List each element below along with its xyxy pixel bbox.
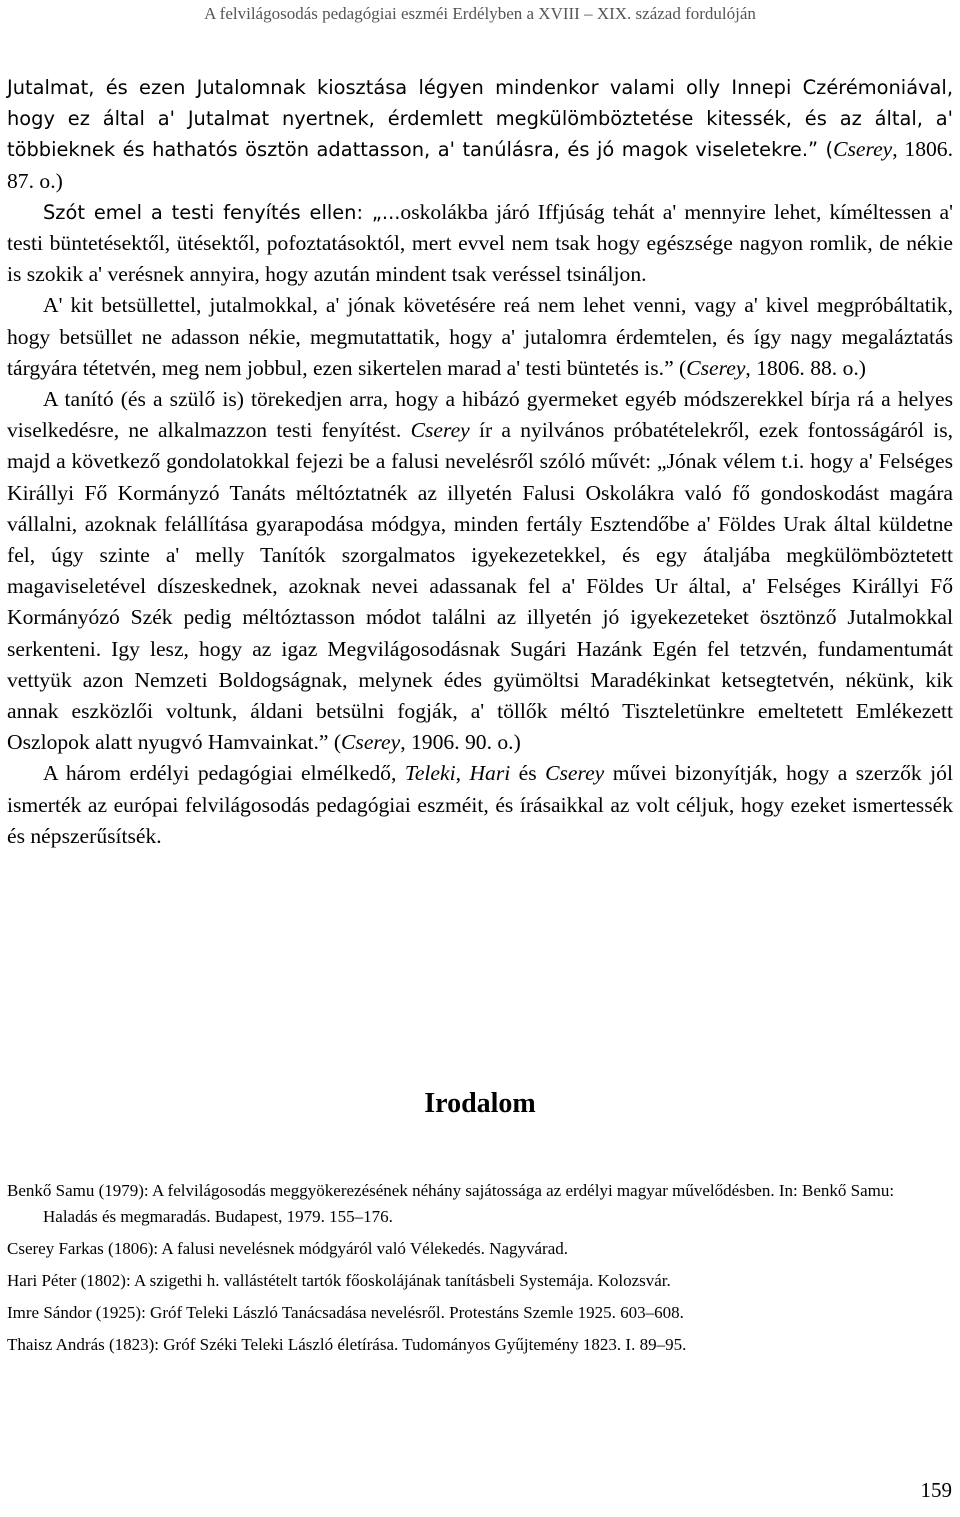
quote-text: Jutalmat, és ezen Jutalomnak kiosztása légyen mindenkor valami olly Innepi Czérémoniával, hogy ez által a' Jutalmat nyertnek, érdemlett megkülömböztetése kitessék, és az által, a' többieknek és hathatós ösztön adattasson, a' tanúlásra, és jó magok viseletekre.” ( xyxy=(7,76,953,162)
bibliography-list xyxy=(7,1178,953,1364)
bibliography-entry: Cserey Farkas (1806): A falusi nevelésnek módgyáról való Vélekedés. Nagyvárad. xyxy=(7,1239,568,1258)
bibliography-entry: Imre Sándor (1925): Gróf Teleki László Tanácsadása nevelésről. Protestáns Szemle 1925. 603–608. xyxy=(7,1303,684,1322)
quote-text: A' kit betsüllettel, jutalmokkal, a' jónak követésére reá nem lehet venni, vagy a' kivel megpróbáltatik, hogy betsüllet ne adasson nékie, megmutattatik, hogy a' jutalomra érdemtelen, és így nagy megaláztatás tárgyára tétetvén, meg nem jobbul, ezen sikertelen marad a' testi büntetés is.” ( xyxy=(7,293,953,380)
running-head: A felvilágosodás pedagógiai eszméi Erdélyben a XVIII – XIX. század fordulóján xyxy=(204,4,756,23)
body-text xyxy=(7,72,953,852)
paragraph-text: ír a nyilvános próbatételekről, ezek fontosságáról is, majd a következő gondolatokkal fejezi be a falusi nevelésről szóló művét: „Jónak vélem t.i. hogy a' Felséges Királlyi Fő Kormányzó Tanáts méltóztatnék az illyetén Falusi Oskolákra való fő gondoskodást magára vállalni, azoknak felállítása gyarapodása módgya, minden fertály Esztendőbe a' Földes Urak által küldetne fel, úgy szinte a' melly Tanítók szorgalmatos igyekezetekkel, és egy átaljába megkülömböztetett magaviseletével díszeskednek, azoknak nevei adassanak fel a' Földes Ur által, a' Felséges Királlyi Fő Kormányózó Szék pedig méltóztasson módot találni az illyetén jó igyekezeteket ösztönző Jutalmokkal serkenteni. Igy lesz, hogy az igaz Megvilágosodásnak Sugári Hazánk Egén fel tetzvén, fundamentumát vettyük azon Nemzeti Boldogságnak, melynek édes gyümöltsi Maradékinkat ketsegtetvén, nékünk, kik annak eszközlői voltunk, áldani betsülni fogják, a' töllők méltó Tiszteletünkre emeltetett Emlékezett Oszlopok alatt nyugvó Hamvainkat.” ( xyxy=(7,418,954,755)
citation-author: Cserey xyxy=(341,730,401,755)
citation-rest: , 1806. 87. o.) xyxy=(7,137,954,193)
citation-author: Cserey xyxy=(833,137,893,162)
citation-author: Cserey xyxy=(686,355,746,380)
paragraph-1 xyxy=(7,72,953,197)
quote-text: oskolákba járó Iffjúság tehát a' mennyire lehet, kíméltessen a' testi büntetésektől, ütésektől, pofoztatásoktól, mert evvel nem tsak hogy egészsége nagyon romlik, de nékie is szokik a' verésnek annyira, hogy azután mindent tsak veréssel tsináljon. xyxy=(7,199,953,287)
separator: , xyxy=(455,761,470,786)
paragraph-text: A tanító (és a szülő is) törekedjen arra, hogy a hibázó gyermeket egyéb módszerekkel bírja rá a helyes viselkedésre, ne alkalmazzon testi fenyítést. xyxy=(7,387,953,443)
bibliography-entry: Benkő Samu (1979): A felvilágosodás meggyökerezésének néhány sajátossága az erdélyi magyar művelődésben. In: Benkő Samu: Haladás és megmaradás. Budapest, 1979. 155–176. xyxy=(7,1181,895,1226)
bibliography-heading: Irodalom xyxy=(424,1088,536,1119)
paragraph-4 xyxy=(7,384,953,758)
page-number: 159 xyxy=(920,1478,952,1502)
citation-rest: , 1806. 88. o.) xyxy=(745,355,866,380)
paragraph-5 xyxy=(7,758,953,852)
separator: és xyxy=(510,761,546,786)
author-name: Cserey xyxy=(545,761,605,786)
citation-rest: , 1906. 90. o.) xyxy=(400,730,521,755)
paragraph-2 xyxy=(7,197,953,291)
paragraph-text: művei bizonyítják, hogy a szerzők jól ismerték az európai felvilágosodás pedagógiai eszméit, és írásaikkal az volt céljuk, hogy ezeket ismertessék és népszerűsítsék. xyxy=(7,761,953,848)
paragraph-text: A három erdélyi pedagógiai elmélkedő, xyxy=(43,761,405,786)
author-name: Teleki xyxy=(404,761,456,786)
author-name: Hari xyxy=(469,761,511,786)
bibliography-entry: Thaisz András (1823): Gróf Széki Teleki László életírása. Tudományos Gyűjtemény 1823. I. 89–95. xyxy=(7,1335,687,1354)
paragraph-3 xyxy=(7,290,953,384)
bibliography-entry: Hari Péter (1802): A szigethi h. vallástételt tartók főoskolájának tanításbeli Systemája. Kolozsvár. xyxy=(7,1271,671,1290)
paragraph-intro: Szót emel a testi fenyítés ellen: „... xyxy=(43,200,401,224)
author-name: Cserey xyxy=(410,418,470,443)
